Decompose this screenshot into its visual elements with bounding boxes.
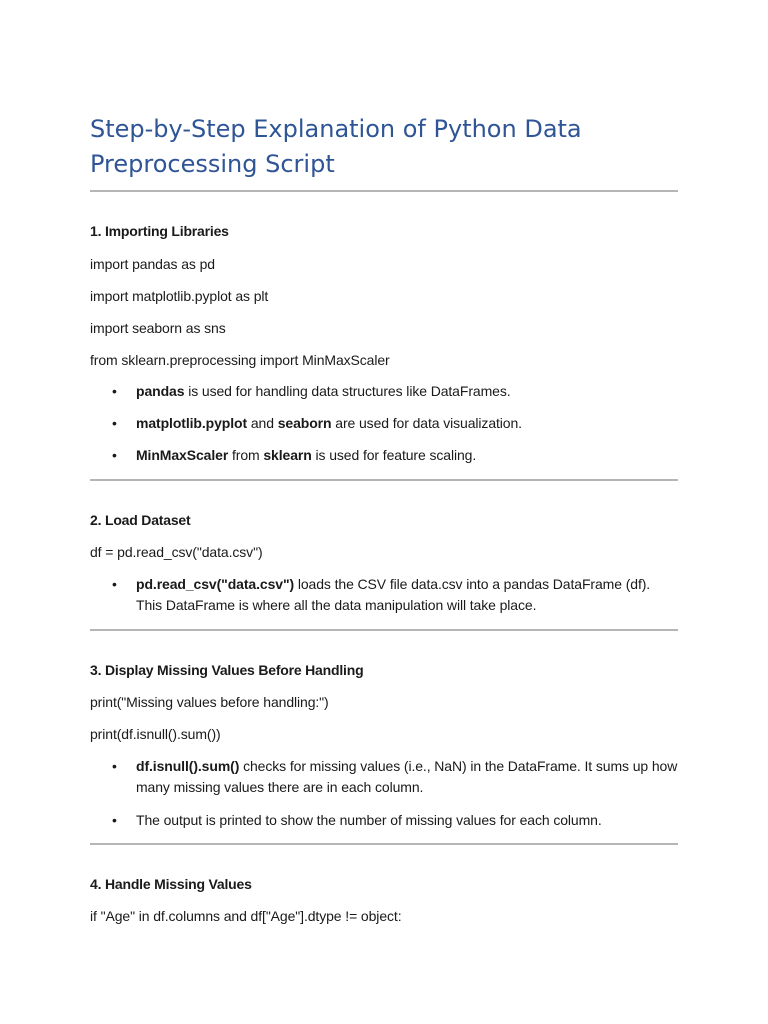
bullet-dot: •	[112, 812, 117, 828]
section-heading-handle-missing-values: 4. Handle Missing Values	[90, 876, 252, 892]
code-line: from sklearn.preprocessing import MinMaxScaler	[90, 352, 390, 368]
section-heading-display-missing-values: 3. Display Missing Values Before Handling	[90, 662, 364, 678]
bullet-keyword: sklearn	[263, 447, 312, 463]
bullet-dot: •	[112, 447, 117, 463]
title-divider	[90, 190, 678, 192]
code-line: print(df.isnull().sum())	[90, 726, 221, 742]
bullet-dot: •	[112, 383, 117, 399]
bullet-item	[112, 413, 678, 434]
section-heading-load-dataset: 2. Load Dataset	[90, 512, 191, 528]
bullet-text: from	[228, 447, 264, 463]
bullet-text: is used for feature scaling.	[311, 447, 477, 463]
code-line: df = pd.read_csv("data.csv")	[90, 544, 263, 560]
bullet-item	[112, 445, 678, 466]
bullet-dot: •	[112, 758, 117, 774]
bullet-text: checks for missing values (i.e., NaN) in the DataFrame. It sums up how many missing values there are in each column.	[136, 758, 678, 795]
bullet-dot: •	[112, 415, 117, 431]
section-heading-importing-libraries: 1. Importing Libraries	[90, 223, 229, 239]
code-line: import matplotlib.pyplot as plt	[90, 288, 269, 304]
bullet-text: are used for data visualization.	[331, 415, 522, 431]
section-divider	[90, 843, 678, 845]
code-line: import seaborn as sns	[90, 320, 226, 336]
bullet-text: and	[247, 415, 278, 431]
bullet-item	[112, 381, 678, 402]
code-line: import pandas as pd	[90, 256, 215, 272]
bullet-keyword: seaborn	[277, 415, 332, 431]
bullet-text: loads the CSV file data.csv into a pandas DataFrame (df). This DataFrame is where all the data manipulation will take place.	[136, 576, 651, 613]
bullet-text: is used for handling data structures like DataFrames.	[184, 383, 511, 399]
section-divider	[90, 629, 678, 631]
bullet-keyword: df.isnull().sum()	[136, 758, 240, 774]
section-divider	[90, 479, 678, 481]
code-line: print("Missing values before handling:")	[90, 694, 329, 710]
bullet-keyword: pandas	[136, 383, 185, 399]
bullet-keyword: pd.read_csv("data.csv")	[136, 576, 295, 592]
bullet-item	[112, 810, 678, 831]
bullet-dot: •	[112, 576, 117, 592]
bullet-item	[112, 756, 678, 798]
bullet-item	[112, 574, 678, 616]
page-title: Step-by-Step Explanation of Python Data Preprocessing Script	[90, 115, 582, 178]
bullet-text: The output is printed to show the number of missing values for each column.	[136, 812, 602, 828]
bullet-keyword: MinMaxScaler	[136, 447, 229, 463]
code-line: if "Age" in df.columns and df["Age"].dtype != object:	[90, 908, 402, 924]
bullet-keyword: matplotlib.pyplot	[136, 415, 248, 431]
